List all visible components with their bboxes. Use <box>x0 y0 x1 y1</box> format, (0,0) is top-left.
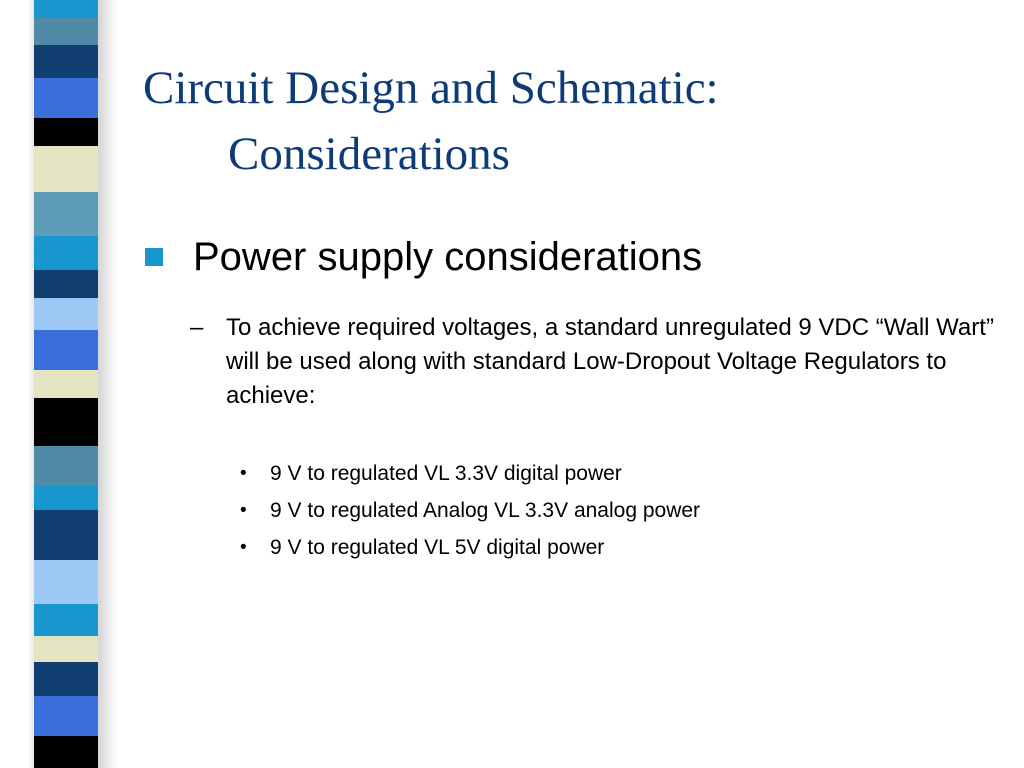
stripe-band <box>34 45 98 78</box>
stripe-band <box>34 662 98 696</box>
list-item-text: 9 V to regulated VL 5V digital power <box>270 536 605 559</box>
dot-bullet-icon: • <box>240 500 247 521</box>
stripe-band <box>34 510 98 560</box>
list-item <box>240 458 1000 495</box>
stripe-band <box>34 486 98 510</box>
main-bullet <box>145 232 1005 282</box>
dot-bullet-icon: • <box>240 537 247 558</box>
stripe-band <box>34 446 98 486</box>
stripe-band <box>34 0 98 18</box>
stripe-band <box>34 236 98 270</box>
slide-title <box>143 55 1003 187</box>
list-item <box>240 532 1000 569</box>
list-item-text: 9 V to regulated VL 3.3V digital power <box>270 462 622 485</box>
stripe-band <box>34 270 98 298</box>
stripe-band <box>34 118 98 146</box>
dash-bullet-icon: – <box>190 314 204 341</box>
stripe-band <box>34 298 98 330</box>
voltage-list <box>240 458 1000 569</box>
list-item-text: 9 V to regulated Analog VL 3.3V analog power <box>270 499 701 522</box>
stripe-band <box>34 604 98 636</box>
stripe-band <box>34 370 98 398</box>
stripe-band <box>34 330 98 370</box>
square-bullet-icon <box>145 248 163 266</box>
sub-bullet-text: To achieve required voltages, a standard unregulated 9 VDC “Wall Wart” will be used along with standard Low-Dropout Voltage Regulators to achieve: <box>226 314 994 409</box>
stripe-band <box>34 736 98 768</box>
stripe-band <box>34 146 98 192</box>
stripe-band <box>34 636 98 662</box>
sub-bullet <box>190 311 1005 413</box>
list-item <box>240 495 1000 532</box>
stripe-band <box>34 560 98 604</box>
stripe-band <box>34 696 98 736</box>
decorative-stripe-bar <box>34 0 98 768</box>
stripe-band <box>34 398 98 446</box>
slide-title-line-1: Circuit Design and Schematic: <box>143 62 719 114</box>
stripe-band <box>34 18 98 45</box>
slide-title-line-2: Considerations <box>228 128 510 180</box>
main-bullet-text: Power supply considerations <box>193 235 703 279</box>
dot-bullet-icon: • <box>240 463 247 484</box>
stripe-band <box>34 192 98 236</box>
stripe-band <box>34 78 98 118</box>
